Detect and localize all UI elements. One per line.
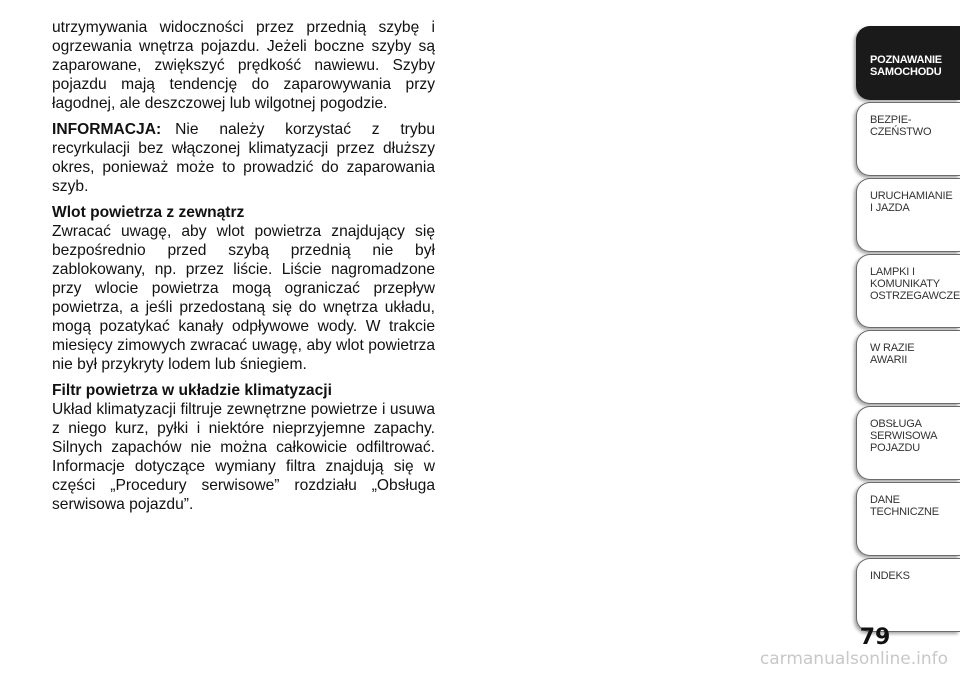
watermark: carmanualsonline.info <box>759 649 948 669</box>
tab-label-line: SERWISOWA <box>870 430 938 442</box>
section-heading-air-intake: Wlot powietrza z zewnątrz <box>52 204 245 221</box>
tab-bezpieczenstwo[interactable] <box>856 102 960 176</box>
tab-label-line: W RAZIE <box>870 342 915 354</box>
note-paragraph <box>52 120 435 196</box>
tab-lampki-i-komunikaty[interactable] <box>856 254 960 328</box>
tab-indeks[interactable] <box>856 558 960 632</box>
tab-label-line: URUCHAMIANIE <box>870 190 953 202</box>
tab-label-line: POJAZDU <box>870 442 920 454</box>
tab-label-line: AWARII <box>870 354 908 366</box>
tab-label-line: OSTRZEGAWCZE <box>870 290 960 302</box>
section-heading-air-filter: Filtr powietrza w układzie klimatyzacji <box>52 382 332 399</box>
tab-obsluga-serwisowa[interactable] <box>856 406 960 480</box>
tab-label-line: KOMUNIKATY <box>870 278 940 290</box>
tab-label-line: POZNAWANIE <box>870 54 942 66</box>
tab-dane-techniczne[interactable] <box>856 482 960 556</box>
paragraph-air-intake: Zwracać uwagę, aby wlot powietrza znajdujący się bezpośrednio przed szybą przednią nie był zablokowany, np. przez liście. Liście nagromadzone przy wlocie powietrza mogą ograniczać przepływ powietrza, a jeśli przedostaną się do wnętrza układu, mogą pozatykać kanały odpływowe wody. W trakcie miesięcy zimowych zwracać uwagę, aby wlot powietrza nie był przykryty lodem lub śniegiem. <box>52 223 435 373</box>
tab-label-line: INDEKS <box>870 570 910 582</box>
tab-poznawanie-samochodu[interactable] <box>856 26 960 100</box>
tab-w-razie-awarii[interactable] <box>856 330 960 404</box>
tab-label-line: CZEŃSTWO <box>870 126 932 138</box>
paragraph-intro: utrzymywania widoczności przez przednią szybę i ogrzewania wnętrza pojazdu. Jeżeli boczne szyby są zaparowane, zwiększyć prędkość nawiewu. Szyby pojazdu mają tendencję do zaparowywania przy łagodnej, ale deszczowej lub wilgotnej pogodzie. <box>52 19 435 112</box>
note-label: INFORMACJA: <box>52 121 162 138</box>
tab-label-line: I JAZDA <box>870 202 910 214</box>
page-body-text <box>52 18 435 521</box>
tab-label-line: LAMPKI I <box>870 266 915 278</box>
page-number: 79 <box>859 625 891 650</box>
tab-label-line: TECHNICZNE <box>870 506 939 518</box>
tab-label-line: BEZPIE- <box>870 114 912 126</box>
tab-label-line: OBSŁUGA <box>870 418 922 430</box>
note-text: Nie należy korzystać z trybu recyrkulacji bez włączonej klimatyzacji przez dłuższy okres, ponieważ może to prowadzić do zaparowania szyb. <box>52 121 435 195</box>
tab-uruchamianie-i-jazda[interactable] <box>856 178 960 252</box>
paragraph-air-filter: Układ klimatyzacji filtruje zewnętrzne powietrze i usuwa z niego kurz, pyłki i niektóre nieprzyjemne zapachy. Silnych zapachów nie można całkowicie odfiltrować. Informacje dotyczące wymiany filtra znajdują się w części „Procedury serwisowe” rozdziału „Obsługa serwisowa pojazdu”. <box>52 401 435 513</box>
tab-label-line: DANE <box>870 494 900 506</box>
chapter-tabs <box>856 26 960 622</box>
tab-label-line: SAMOCHODU <box>870 66 942 78</box>
